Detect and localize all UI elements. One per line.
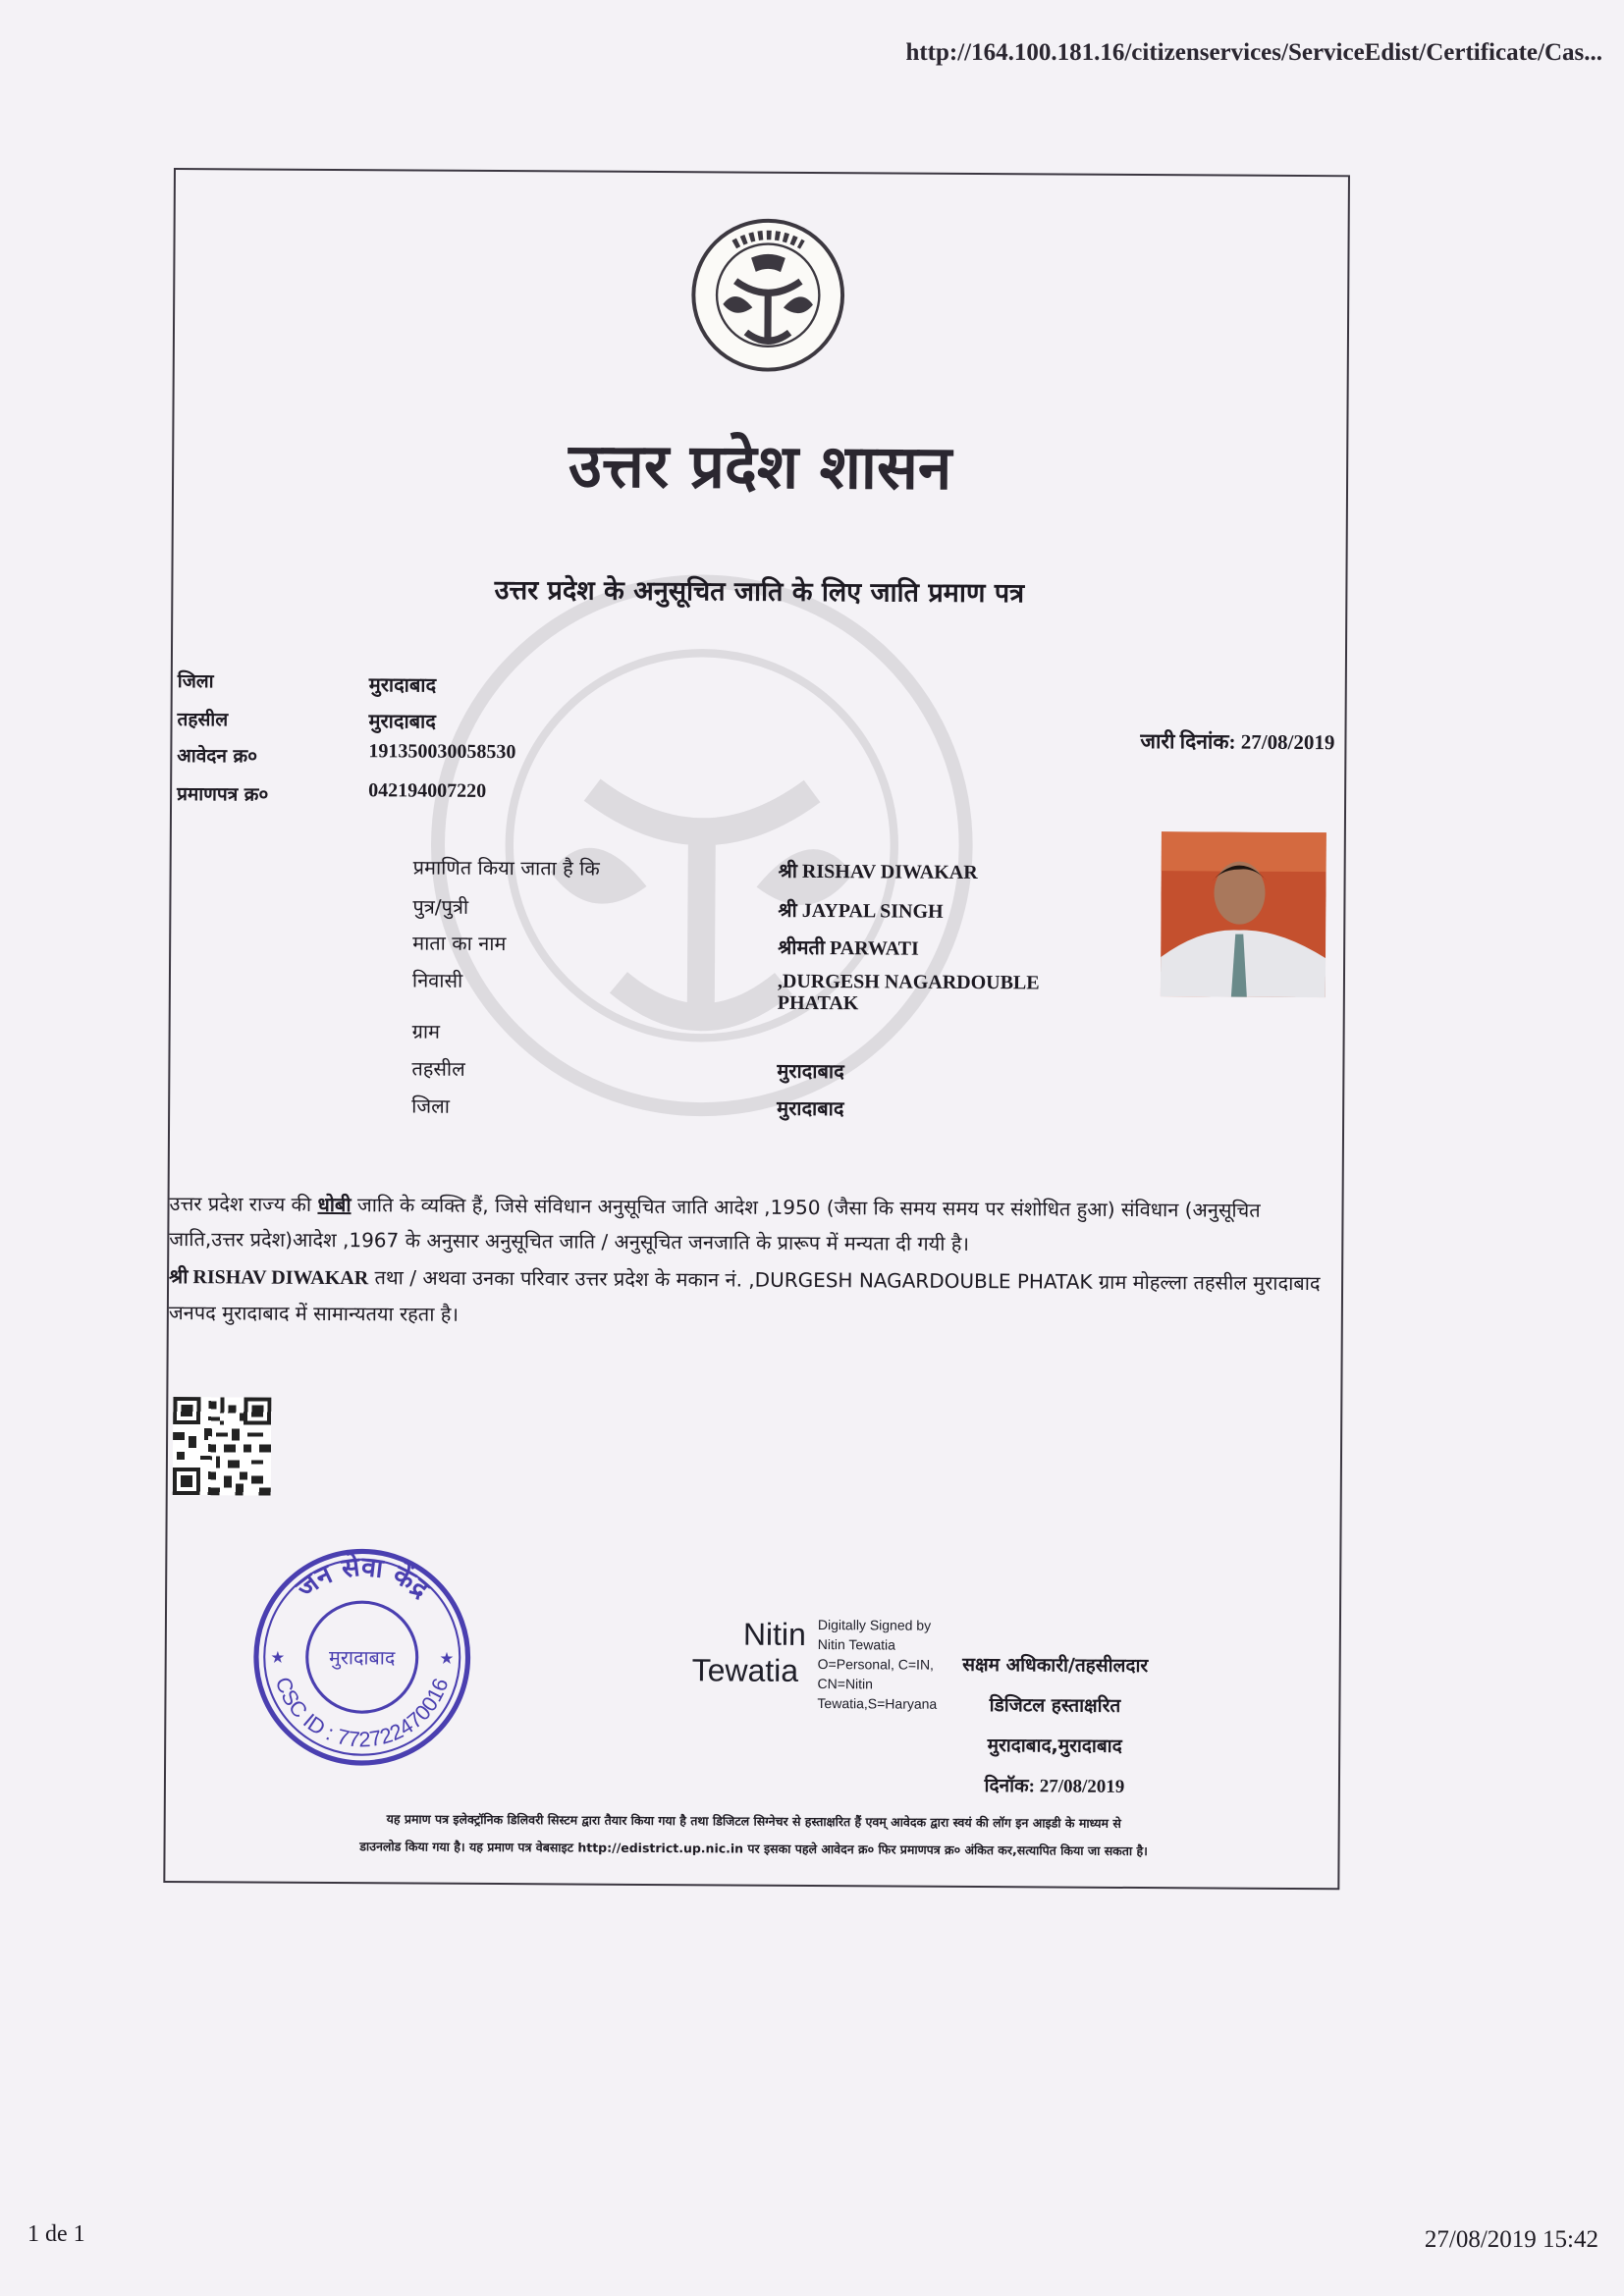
stamp-bottom-text: CSC ID : 772722470016 (270, 1674, 454, 1752)
stamp-top-text: जन सेवा केंद्र (290, 1551, 435, 1605)
body-text-post: जाति के व्यक्ति हैं, जिसे संविधान अनुसूचित जाति आदेश ,1950 (जैसा कि समय समय पर संशोधित हुआ) संविधान (अनुसूचित जाति,उत्तर प्रदेश)आदेश ,1967 के अनुसार अनुसूचित जाति / अनुसूचित जनजाति के प्रारूप में मन्यता दी गयी है। (169, 1193, 1261, 1255)
certificate-body (169, 1186, 1326, 1337)
qr-code (173, 1397, 272, 1496)
officer-place: मुरादाबाद,मुरादाबाद (987, 1735, 1122, 1757)
watermark-emblem (425, 569, 978, 1122)
person-label-mother: माता का नाम (412, 931, 507, 956)
certificate-footer (185, 1804, 1322, 1866)
detail-value-certificate-no: 042194007220 (368, 779, 487, 802)
issue-date: जारी दिनांक: 27/08/2019 (1140, 729, 1335, 755)
applicant-photo (1161, 831, 1326, 997)
government-title: उत्तर प्रदेश शासन (568, 429, 952, 504)
detail-label-application-no: आवेदन क्र० (177, 745, 258, 768)
person-label-district: जिला (411, 1094, 451, 1118)
detail-label-certificate-no: प्रमाणपत्र क्र० (177, 783, 269, 806)
body-paragraph-caste (169, 1186, 1326, 1263)
signature-details (817, 1615, 937, 1714)
svg-text:★: ★ (270, 1647, 286, 1667)
person-label-certified: प्रमाणित किया जाता है कि (412, 855, 600, 881)
signature-detail-line: Nitin Tewatia (817, 1636, 895, 1653)
officer-date: दिनॉक: 27/08/2019 (984, 1776, 1125, 1797)
person-label-resident: निवासी (411, 968, 463, 992)
certificate (163, 168, 1350, 1890)
page-number: 1 de 1 (27, 2221, 85, 2247)
detail-value-district: मुरादाबाद (368, 674, 437, 697)
detail-label-tehsil: तहसील (177, 709, 229, 731)
signature-detail-line: Tewatia,S=Haryana (817, 1695, 938, 1712)
up-govt-emblem (690, 217, 846, 373)
person-value-district: मुरादाबाद (777, 1097, 844, 1121)
signature-detail-line: O=Personal, C=IN, (817, 1656, 935, 1673)
certificate-subtitle: उत्तर प्रदेश के अनुसूचित जाति के लिए जाति प्रमाण पत्र (494, 575, 1025, 610)
body-text-pre: उत्तर प्रदेश राज्य की (169, 1191, 318, 1216)
body-residence-text: तथा / अथवा उनका परिवार उत्तर प्रदेश के मकान नं. ,DURGESH NAGARDOUBLE PHATAK ग्राम मोहल्ला तहसील मुरादाबाद जनपद मुरादाबाद में सामान्यतया रहता है। (168, 1265, 1321, 1326)
detail-value-application-no: 191350030058530 (368, 740, 516, 764)
signer-first-name: Nitin (742, 1616, 807, 1652)
signature-detail-line: Digitally Signed by (817, 1617, 932, 1633)
person-value-mother: श्रीमती PARWATI (778, 936, 919, 960)
person-value-father: श्री JAYPAL SINGH (778, 899, 944, 923)
person-value-address: ,DURGESH NAGARDOUBLE PHATAK (777, 970, 1040, 1015)
svg-text:जन सेवा केंद्र (290, 1550, 436, 1606)
body-paragraph-residence (169, 1258, 1326, 1337)
signer-last-name: Tewatia (691, 1652, 799, 1688)
stamp-center-text: मुरादाबाद (329, 1646, 396, 1670)
csc-stamp (249, 1545, 474, 1770)
body-person-name: श्री RISHAV DIWAKAR (169, 1265, 369, 1290)
person-label-child-of: पुत्र/पुत्री (412, 894, 469, 919)
signature-detail-line: CN=Nitin (817, 1676, 874, 1692)
officer-title: सक्षम अधिकारी/तहसीलदार (962, 1653, 1149, 1678)
print-url: http://164.100.181.16/citizenservices/ServiceEdist/Certificate/Cas... (905, 39, 1602, 66)
svg-text:★: ★ (439, 1648, 455, 1668)
issuing-officer (922, 1645, 1188, 1808)
person-value-name: श्री RISHAV DIWAKAR (778, 860, 978, 884)
footer-line: यह प्रमाण पत्र इलेक्ट्रॉनिक डिलिवरी सिस्टम द्वारा तैयार किया गया है तथा डिजिटल सिग्नेचर से हस्ताक्षरित हैं एवम् आवेदक द्वारा स्वयं की लॉग इन आइडी के माध्यम से (386, 1811, 1121, 1831)
person-label-village: ग्राम (411, 1019, 441, 1043)
person-label-tehsil: तहसील (411, 1056, 465, 1081)
officer-digital-sign: डिजिटल हस्ताक्षरित (989, 1694, 1121, 1717)
person-value-tehsil: मुरादाबाद (777, 1060, 844, 1084)
detail-label-district: जिला (177, 670, 214, 693)
print-timestamp: 27/08/2019 15:42 (1424, 2226, 1598, 2253)
footer-line: डाउनलोड किया गया है। यह प्रमाण पत्र वेबसाइट http://edistrict.up.nic.in पर इसका पहले आवेदन क्र० फिर प्रमाणपत्र क्र० अंकित कर,सत्यापित किया जा सकता है। (359, 1839, 1148, 1859)
detail-value-tehsil: मुरादाबाद (368, 711, 436, 733)
caste-name: धोबी (317, 1192, 352, 1217)
